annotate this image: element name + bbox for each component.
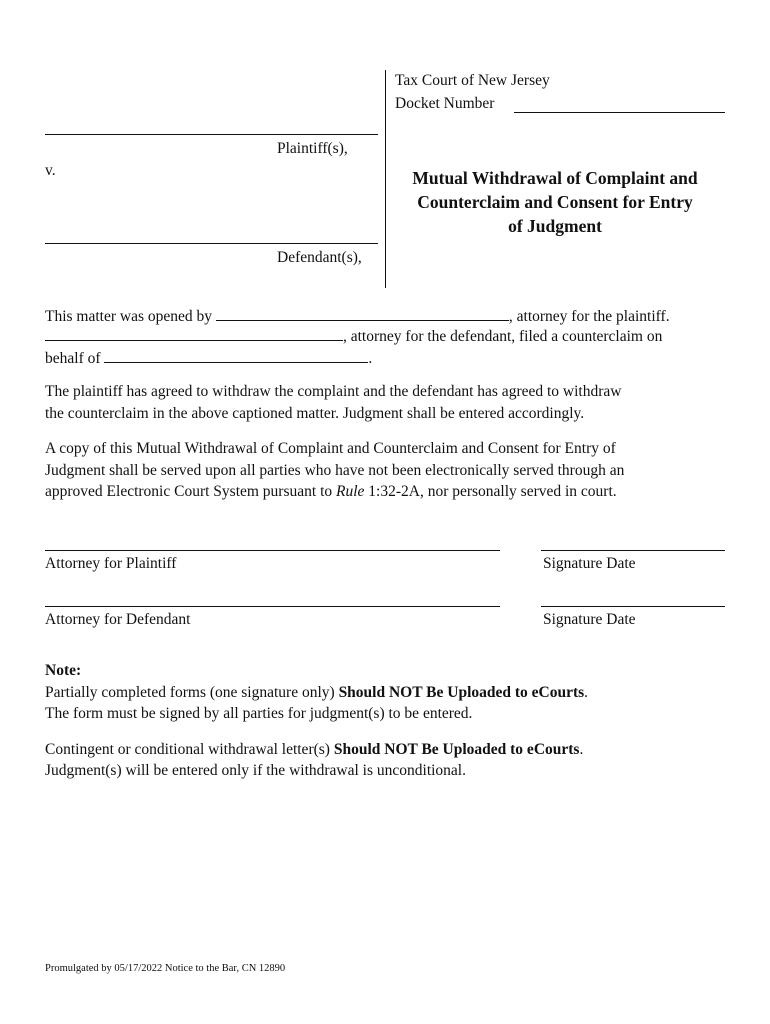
note-line-3: Contingent or conditional withdrawal letter(s) Should NOT Be Uploaded to eCourts. xyxy=(45,740,584,758)
document-title xyxy=(385,166,725,238)
agreement-line-2: the counterclaim in the above captioned matter. Judgment shall be entered accordingly. xyxy=(45,404,585,422)
docket-number-label xyxy=(395,93,494,114)
behalf-of-line xyxy=(45,347,372,369)
defendant-name-field[interactable] xyxy=(45,243,378,244)
title-line-2: Counterclaim and Consent for Entry xyxy=(417,192,693,212)
opened-by-prefix: This matter was opened by xyxy=(45,308,213,325)
defendant-label: Defendant(s), xyxy=(277,249,362,266)
defendant-attorney-name-field[interactable] xyxy=(45,325,343,341)
court-name: Tax Court of New Jersey xyxy=(395,72,550,89)
note-line-4: Judgment(s) will be entered only if the withdrawal is unconditional. xyxy=(45,762,466,779)
note-line-1-emphasis: Should NOT Be Uploaded to eCourts xyxy=(338,683,585,701)
defendant-attorney-signature-field[interactable] xyxy=(45,606,500,607)
defendant-attorney-label: Attorney for Defendant xyxy=(45,611,191,628)
behalf-of-name-field[interactable] xyxy=(104,347,368,363)
plaintiff-attorney-name-field[interactable] xyxy=(216,305,509,321)
plaintiff-signature-date-field[interactable] xyxy=(541,550,725,551)
service-paragraph xyxy=(45,438,735,503)
service-line-1: A copy of this Mutual Withdrawal of Complaint and Counterclaim and Consent for Entry of xyxy=(45,440,616,457)
note-line-3-emphasis: Should NOT Be Uploaded to eCourts xyxy=(333,740,580,758)
agreement-paragraph xyxy=(45,381,735,424)
plaintiff-name-field[interactable] xyxy=(45,134,378,135)
rule-citation: Rule xyxy=(336,483,365,500)
service-line-2: Judgment shall be served upon all parties who have not been electronically served through an xyxy=(45,461,625,479)
plaintiff-label: Plaintiff(s), xyxy=(277,140,348,157)
note-line-2: The form must be signed by all parties for judgment(s) to be entered. xyxy=(45,705,473,722)
behalf-of-suffix: . xyxy=(368,350,373,367)
defendant-attorney-line xyxy=(45,325,662,347)
note-heading: Note: xyxy=(45,662,82,679)
docket-number-field[interactable] xyxy=(514,112,725,113)
note-line-1: Partially completed forms (one signature only) Should NOT Be Uploaded to eCourts. xyxy=(45,683,589,701)
service-line-3-suffix: 1:32-2A, nor personally served in court. xyxy=(368,483,617,500)
service-line-3-prefix: approved Electronic Court System pursuant to xyxy=(45,483,333,500)
promulgation-footer: Promulgated by 05/17/2022 Notice to the Bar, CN 12890 xyxy=(45,963,286,974)
plaintiff-attorney-label: Attorney for Plaintiff xyxy=(45,555,177,572)
docket-label-text: Docket Number xyxy=(395,95,495,112)
title-line-1: Mutual Withdrawal of Complaint and xyxy=(412,168,698,188)
behalf-of-prefix: behalf of xyxy=(45,350,101,367)
opened-by-line xyxy=(45,305,670,327)
opened-by-suffix: , attorney for the plaintiff. xyxy=(508,308,670,325)
title-line-3: of Judgment xyxy=(508,216,602,236)
defendant-attorney-suffix: , attorney for the defendant, filed a counterclaim on xyxy=(343,328,663,345)
note-section xyxy=(45,660,735,782)
plaintiff-attorney-signature-field[interactable] xyxy=(45,550,500,551)
signature-date-label-2: Signature Date xyxy=(543,611,636,628)
agreement-line-1: The plaintiff has agreed to withdraw the complaint and the defendant has agreed to withdraw xyxy=(45,383,622,400)
versus-label: v. xyxy=(45,162,56,179)
defendant-signature-date-field[interactable] xyxy=(541,606,725,607)
service-line-3 xyxy=(45,481,735,503)
signature-date-label-1: Signature Date xyxy=(543,555,636,572)
